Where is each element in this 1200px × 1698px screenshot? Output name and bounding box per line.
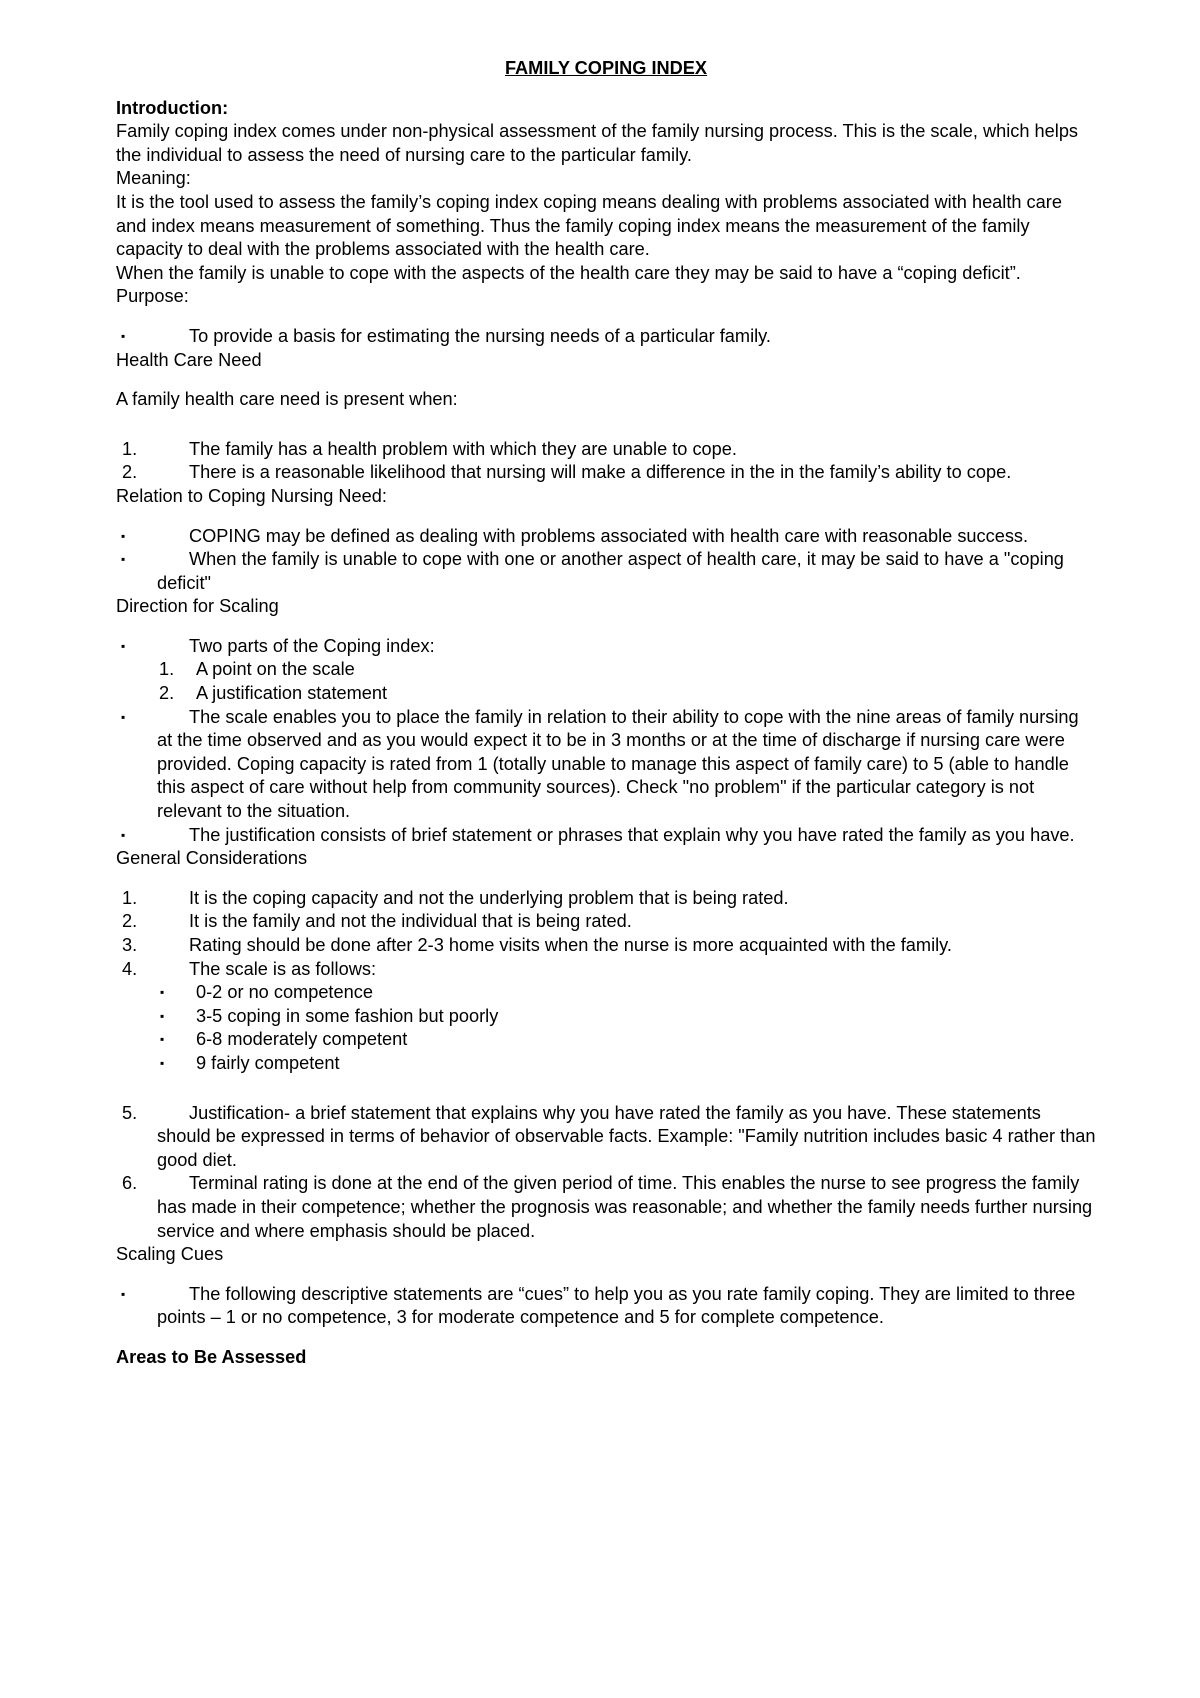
bullet-marker: ▪ — [121, 1286, 126, 1301]
direction-part — [116, 682, 1096, 706]
intro-text: Family coping index comes under non-physical assessment of the family nursing process. This is the scale, which helps the individual to assess the need of nursing care to the particular family. — [116, 121, 1079, 165]
meaning-text: It is the tool used to assess the family’s coping index coping means dealing with problems associated with health care and index means measurement of something. Thus the family coping index means the measurement of the family capacity to deal with the problems associated with the health care. — [116, 191, 1062, 260]
scaling-cues-item-text: The following descriptive statements are “cues” to help you as you rate family coping. They are limited to three points – 1 or no competence, 3 for moderate competence and 5 for complete competence. — [157, 1283, 1076, 1328]
purpose-item-text: To provide a basis for estimating the nursing needs of a particular family. — [189, 325, 771, 346]
deficit-text: When the family is unable to cope with the aspects of the health care they may be said to have a “coping deficit”. — [116, 262, 1021, 283]
meaning-label: Meaning: — [116, 168, 191, 189]
scale-item-text: 0-2 or no competence — [196, 982, 373, 1003]
health-care-need-intro: A family health care need is present when: — [116, 389, 458, 410]
scale-item — [116, 981, 1096, 1005]
list-item-text: The scale is as follows: — [189, 958, 376, 979]
general-item — [116, 910, 1096, 934]
document-page — [116, 57, 1096, 1370]
list-item-text: There is a reasonable likelihood that nursing will make a difference in the in the family’s ability to cope. — [189, 462, 1012, 483]
bullet-marker: ▪ — [121, 328, 126, 343]
list-number: 1. — [159, 659, 175, 680]
direction-label: Direction for Scaling — [116, 596, 279, 617]
scale-item-text: 3-5 coping in some fashion but poorly — [196, 1005, 499, 1026]
scaling-cues-label: Scaling Cues — [116, 1244, 224, 1265]
health-care-need-item — [116, 438, 1096, 462]
general-item — [116, 887, 1096, 911]
bullet-marker: ▪ — [121, 638, 126, 653]
scale-item — [116, 1005, 1096, 1029]
direction-item — [116, 706, 1096, 824]
direction-item-text: Two parts of the Coping index: — [189, 635, 435, 656]
list-number: 2. — [159, 683, 175, 704]
bullet-marker: ▪ — [160, 1008, 165, 1023]
list-number: 4. — [122, 958, 138, 979]
list-number: 1. — [122, 887, 138, 908]
bullet-marker: ▪ — [160, 985, 165, 1000]
list-number: 6. — [122, 1173, 138, 1194]
general-item — [116, 934, 1096, 958]
bullet-marker: ▪ — [121, 528, 126, 543]
direction-item — [116, 824, 1096, 848]
scaling-cues-item — [116, 1283, 1096, 1330]
general-item — [116, 1172, 1096, 1243]
relation-label: Relation to Coping Nursing Need: — [116, 485, 387, 506]
bullet-marker: ▪ — [121, 827, 126, 842]
relation-item-text: COPING may be defined as dealing with problems associated with health care with reasonable success. — [189, 525, 1029, 546]
list-number: 2. — [122, 911, 138, 932]
list-item-text: Justification- a brief statement that explains why you have rated the family as you have. These statements should be expressed in terms of behavior of observable facts. Example: "Family nutrition includes basic 4 rather than good diet. — [157, 1102, 1096, 1170]
direction-item — [116, 635, 1096, 659]
bullet-marker: ▪ — [160, 1032, 165, 1047]
purpose-label: Purpose: — [116, 286, 189, 307]
scale-item-text: 9 fairly competent — [196, 1052, 340, 1073]
scale-item-text: 6-8 moderately competent — [196, 1029, 408, 1050]
list-item-text: It is the coping capacity and not the underlying problem that is being rated. — [189, 887, 789, 908]
bullet-marker: ▪ — [121, 552, 126, 567]
purpose-item — [116, 325, 1096, 349]
direction-item-text: The scale enables you to place the family in relation to their ability to cope with the nine areas of family nursing at the time observed and as you would expect it to be in 3 months or at the time of discharge if nursing care were provided. Coping capacity is rated from 1 (totally unable to manage this aspect of family care) to 5 (able to handle this aspect of care without help from community sources). Check "no problem" if the particular category is not relevant to the situation. — [157, 706, 1079, 822]
health-care-need-item — [116, 461, 1096, 485]
bullet-marker: ▪ — [160, 1055, 165, 1070]
list-item-text: Terminal rating is done at the end of the given period of time. This enables the nurse to see progress the family has made in their competence; whether the prognosis was reasonable; and whether the family needs further nursing service and where emphasis should be placed. — [157, 1173, 1093, 1241]
areas-heading: Areas to Be Assessed — [116, 1346, 307, 1367]
list-item-text: A point on the scale — [196, 659, 355, 680]
direction-item-text: The justification consists of brief statement or phrases that explain why you have rated the family as you have. — [189, 824, 1075, 845]
general-label: General Considerations — [116, 848, 308, 869]
bullet-marker: ▪ — [121, 709, 126, 724]
health-care-need-label: Health Care Need — [116, 349, 262, 370]
list-item-text: The family has a health problem with which they are unable to cope. — [189, 438, 737, 459]
relation-item — [116, 548, 1096, 595]
list-number: 1. — [122, 438, 138, 459]
intro-heading: Introduction: — [116, 97, 229, 118]
relation-item-text: When the family is unable to cope with one or another aspect of health care, it may be said to have a "coping deficit" — [157, 549, 1064, 593]
list-number: 2. — [122, 462, 138, 483]
list-number: 3. — [122, 935, 138, 955]
scale-item — [116, 1052, 1096, 1076]
document-title: FAMILY COPING INDEX — [504, 58, 708, 78]
list-item-text: Rating should be done after 2-3 home visits when the nurse is more acquainted with the family. — [189, 935, 952, 955]
list-item-text: A justification statement — [196, 683, 388, 704]
relation-item — [116, 525, 1096, 549]
list-number: 5. — [122, 1102, 138, 1123]
direction-part — [116, 658, 1096, 682]
scale-item — [116, 1028, 1096, 1052]
general-item — [116, 1102, 1096, 1173]
general-item — [116, 958, 1096, 982]
list-item-text: It is the family and not the individual that is being rated. — [189, 911, 632, 932]
